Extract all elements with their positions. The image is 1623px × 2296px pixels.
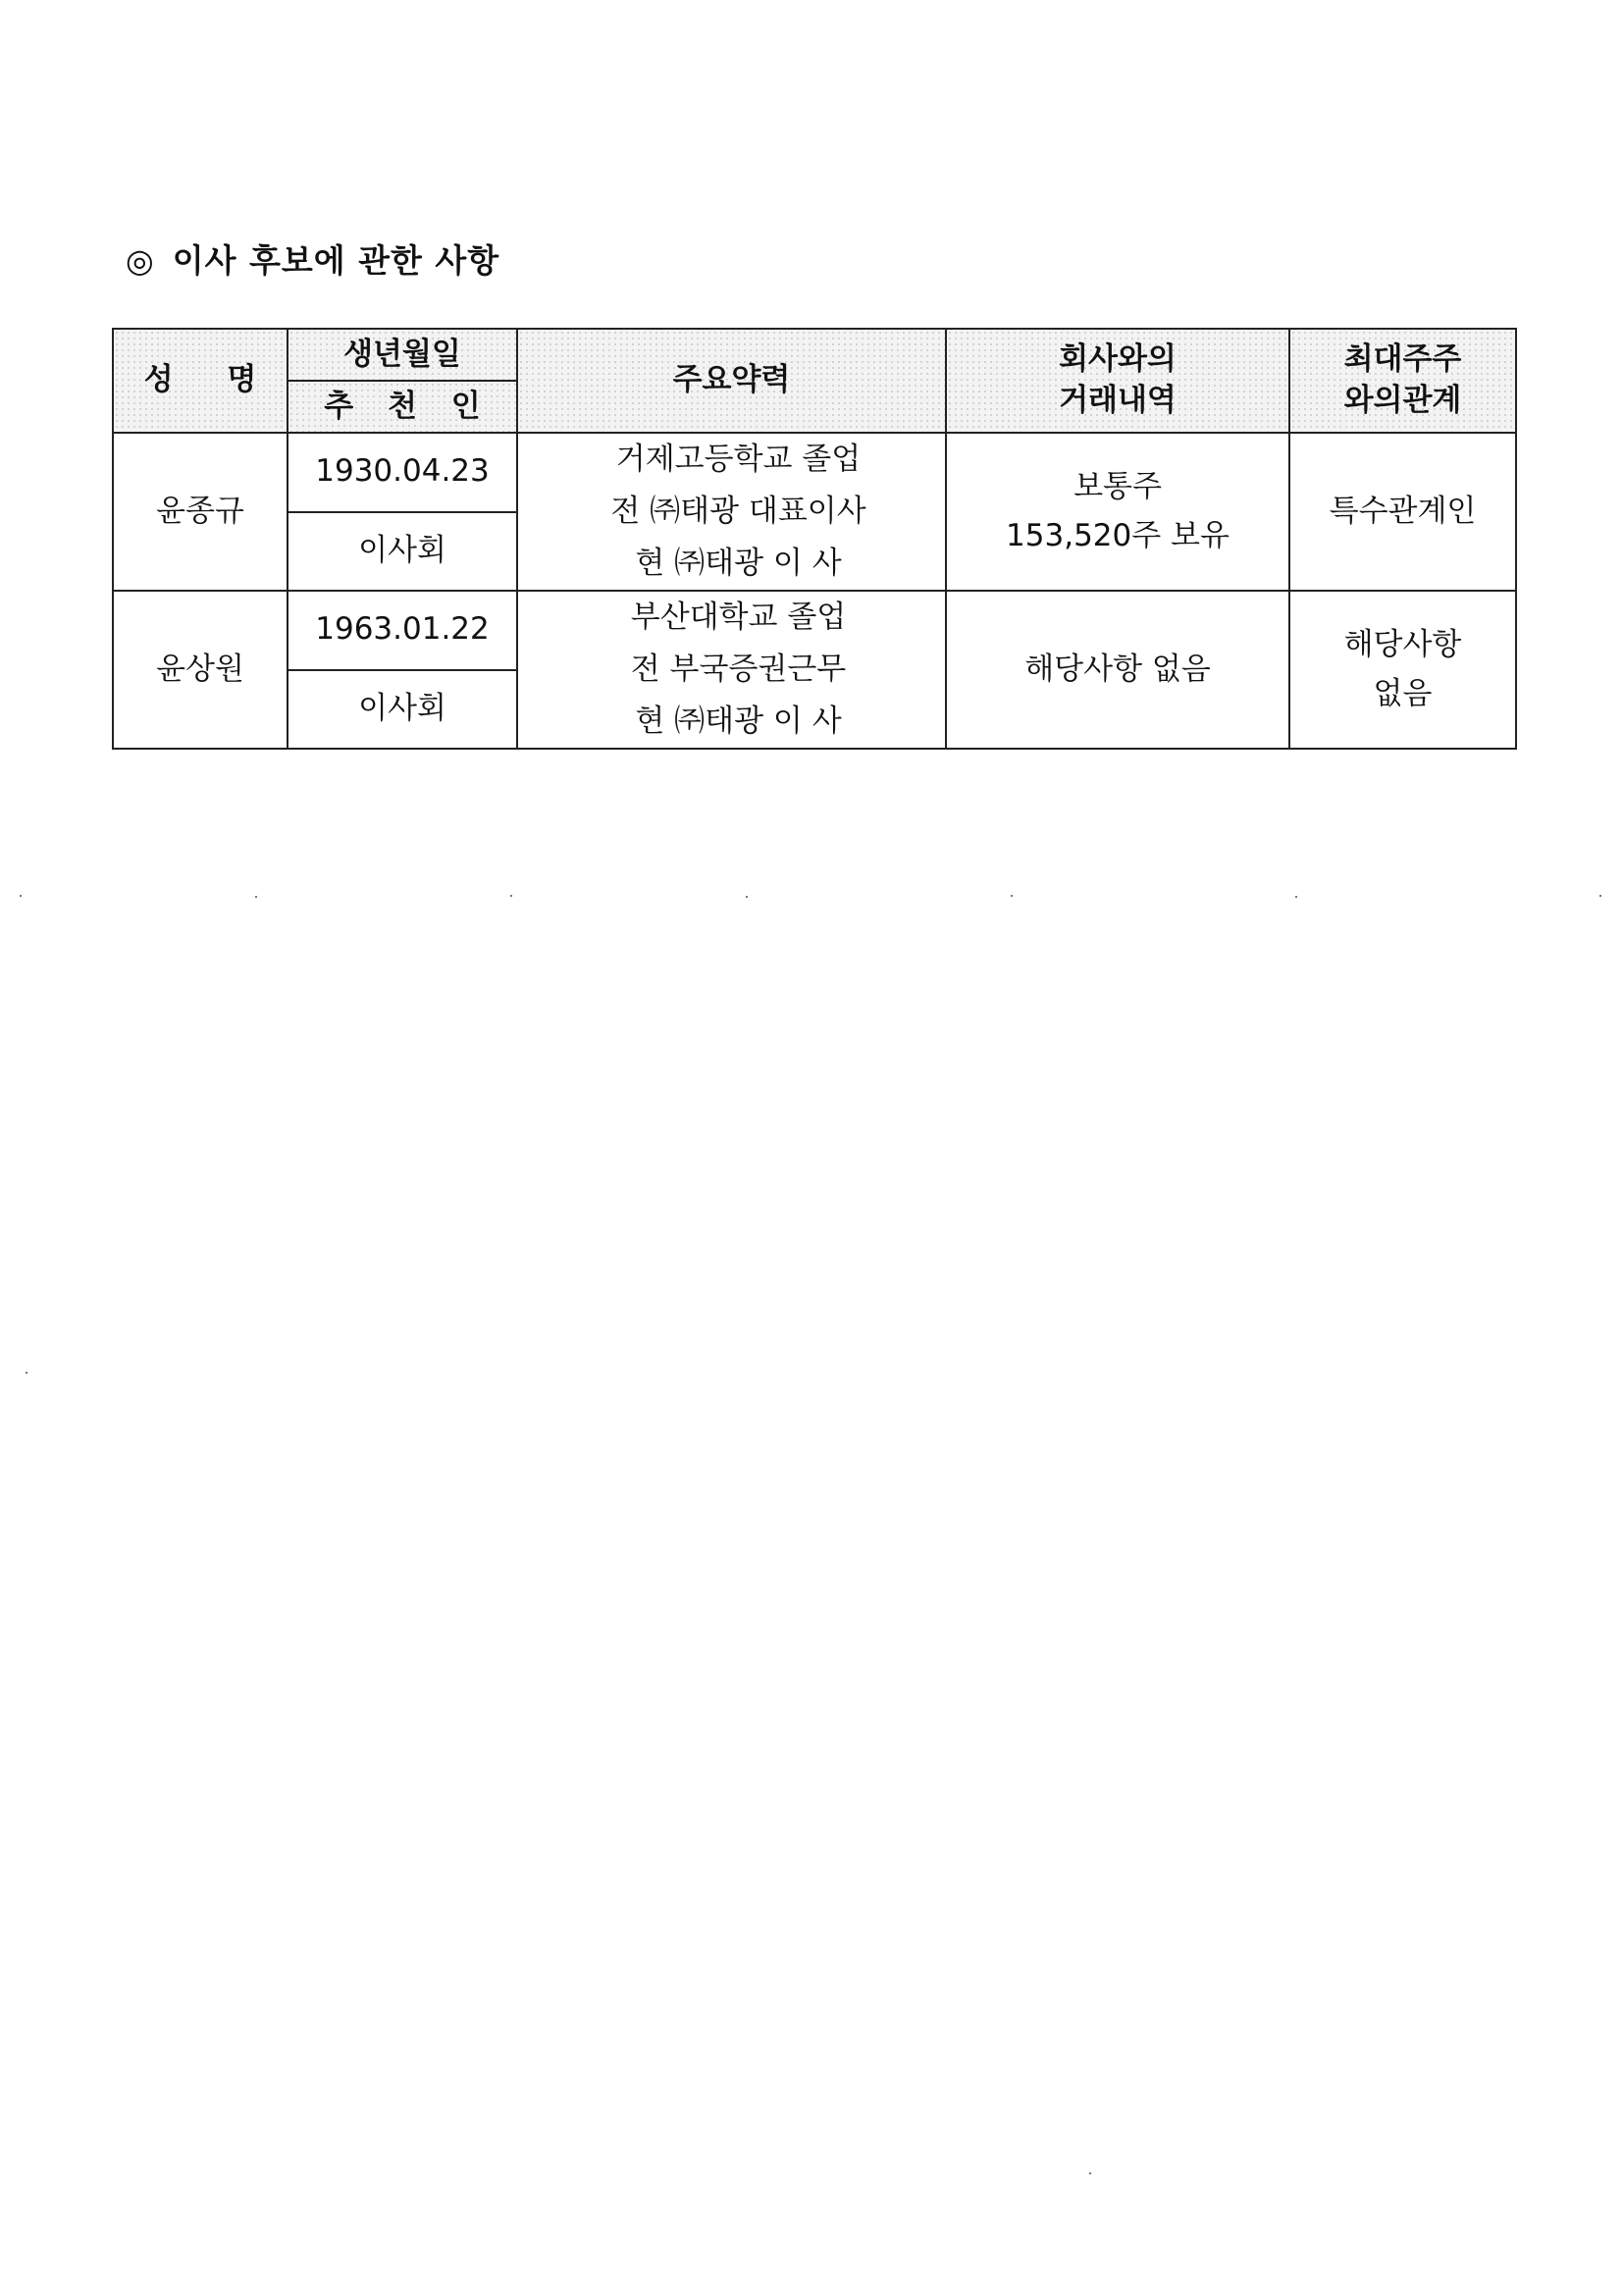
scan-speck (20, 895, 22, 897)
scan-speck (255, 896, 257, 898)
candidate-name: 윤상원 (113, 591, 288, 749)
candidate-relation (1289, 591, 1516, 749)
career-line: 전 부국증권근무 (630, 652, 847, 687)
scan-speck (510, 895, 512, 897)
header-transactions-line2: 거래내역 (1059, 383, 1177, 418)
header-name: 성 명 (113, 329, 288, 433)
scan-speck (1295, 896, 1297, 898)
transactions-line: 153,520주 보유 (1006, 517, 1230, 553)
header-birth: 생년월일 (288, 329, 517, 381)
section-title (126, 235, 499, 282)
scan-speck (746, 896, 748, 898)
scan-speck (1011, 895, 1013, 897)
scan-speck (26, 1372, 27, 1374)
scan-speck (1599, 895, 1601, 897)
director-candidates-table (112, 328, 1517, 750)
table-row (113, 591, 1516, 670)
relation-line: 없음 (1373, 675, 1433, 711)
candidate-recommender: 이사회 (288, 670, 517, 750)
table-row (113, 433, 1516, 512)
header-transactions-line1: 회사와의 (1059, 341, 1177, 378)
candidate-birth: 1963.01.22 (288, 591, 517, 670)
candidate-birth: 1930.04.23 (288, 433, 517, 512)
header-recommender: 추 천 인 (288, 381, 517, 433)
candidate-career (517, 591, 946, 749)
candidate-recommender: 이사회 (288, 512, 517, 592)
transactions-line: 해당사항 없음 (1024, 651, 1211, 687)
double-circle-icon: ◎ (126, 241, 155, 280)
candidate-transactions (946, 433, 1289, 591)
candidate-career (517, 433, 946, 591)
header-row-1 (113, 329, 1516, 381)
relation-line: 특수관계인 (1329, 493, 1477, 529)
scan-speck (1089, 2172, 1091, 2174)
header-relation-line2: 와의관계 (1343, 383, 1462, 418)
header-relation-line1: 최대주주 (1343, 341, 1462, 378)
career-line: 부산대학교 졸업 (630, 600, 847, 635)
candidate-relation (1289, 433, 1516, 591)
header-career: 주요약력 (517, 329, 946, 433)
career-line: 현 ㈜태광 이 사 (635, 546, 842, 581)
candidate-name: 윤종규 (113, 433, 288, 591)
career-line: 전 ㈜태광 대표이사 (610, 494, 866, 529)
header-relation (1289, 329, 1516, 433)
career-line: 거제고등학교 졸업 (615, 442, 862, 477)
transactions-line: 보통주 (1073, 468, 1162, 504)
header-transactions (946, 329, 1289, 433)
relation-line: 해당사항 (1343, 626, 1462, 662)
section-title-text: 이사 후보에 관한 사항 (172, 241, 500, 280)
career-line: 현 ㈜태광 이 사 (635, 704, 842, 739)
candidate-transactions (946, 591, 1289, 749)
